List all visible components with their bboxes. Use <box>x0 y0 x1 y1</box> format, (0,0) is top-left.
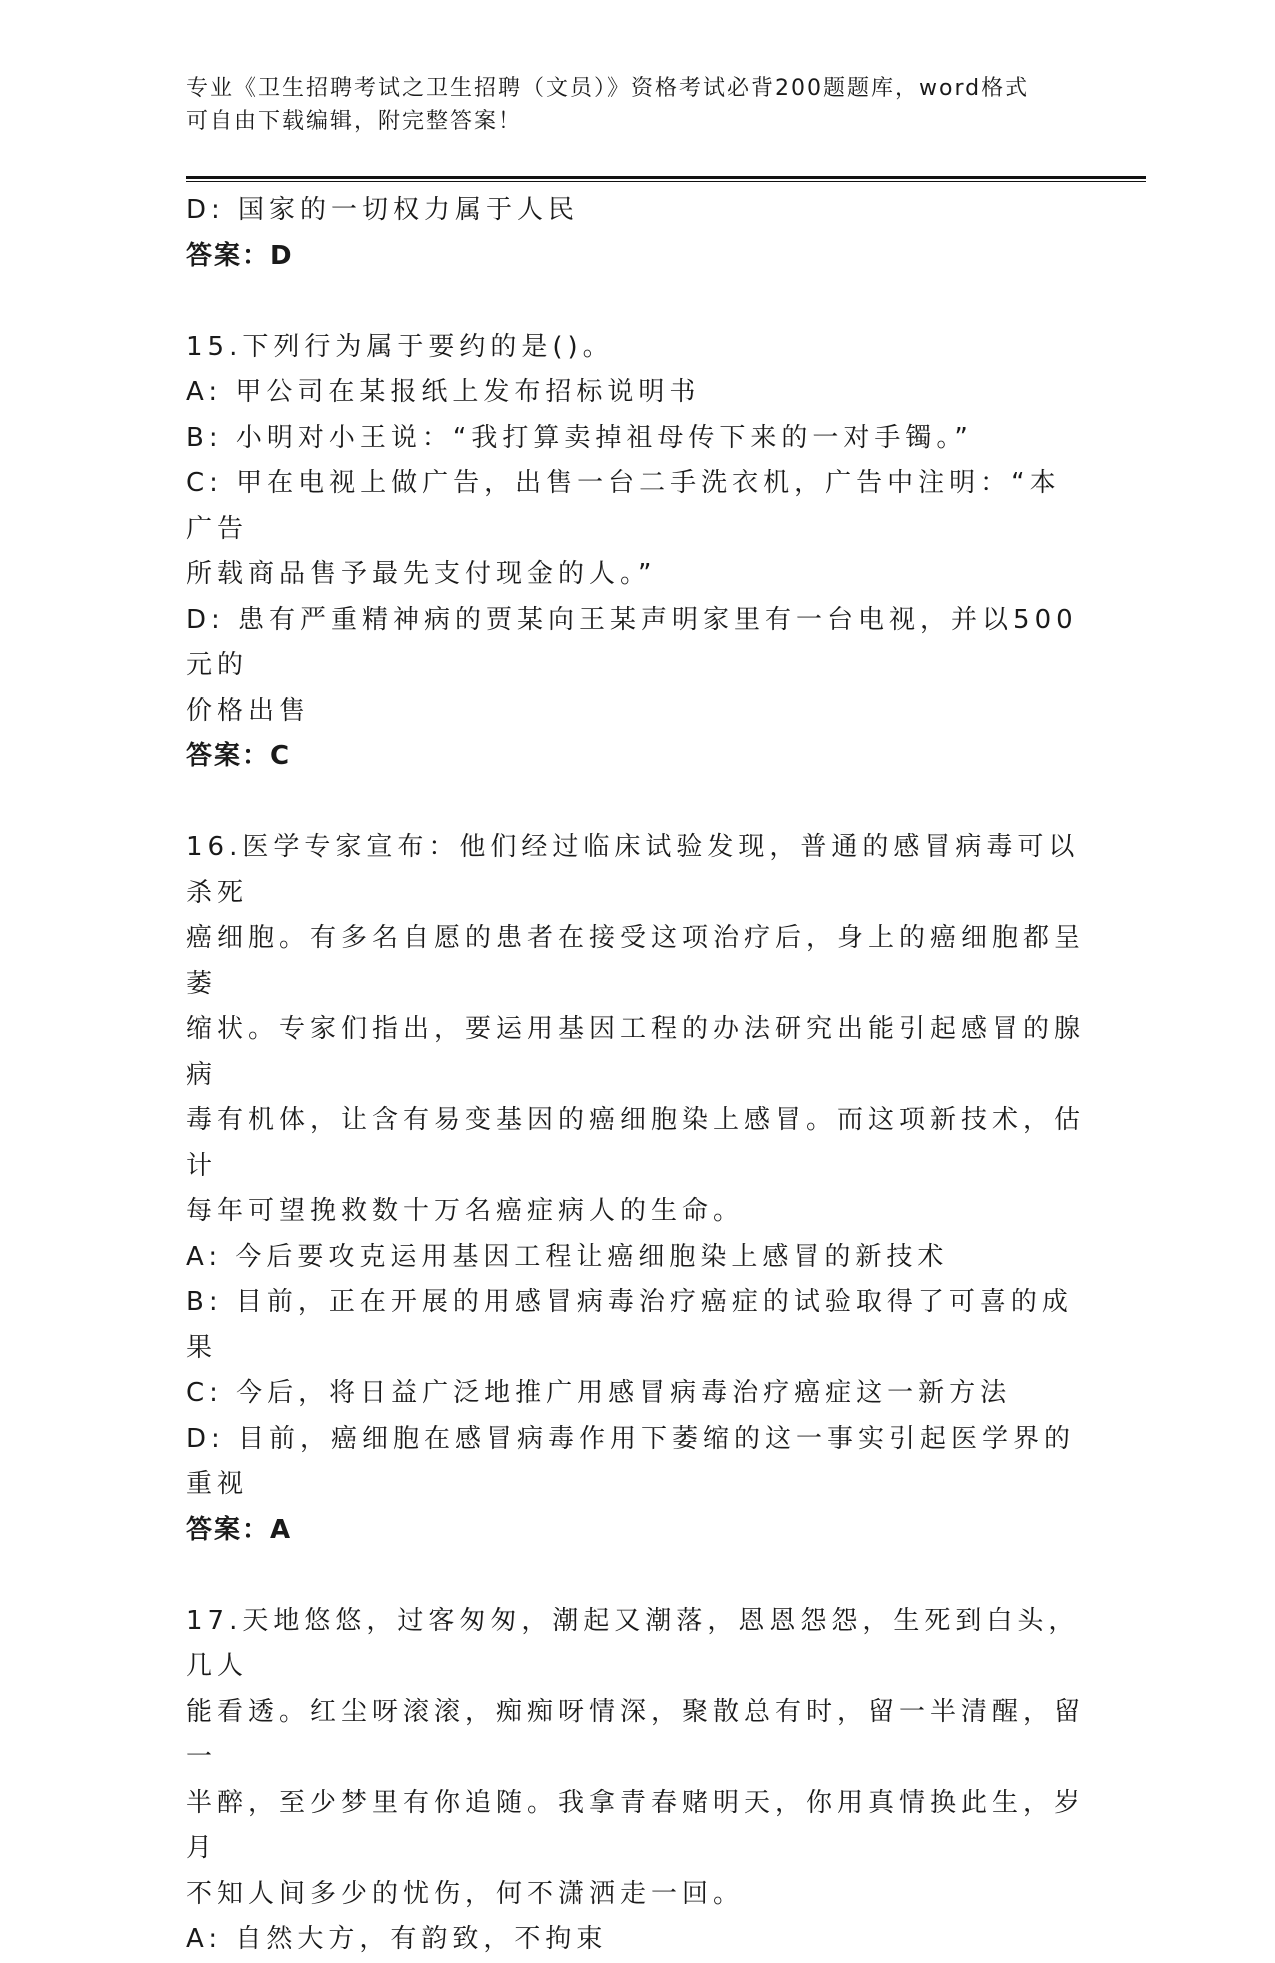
spacer <box>186 780 1086 826</box>
header-divider-thin <box>186 181 1146 182</box>
q15-option-d-line-2: 价格出售 <box>186 695 311 726</box>
question-17 <box>186 1599 1086 1963</box>
q15-option-c-line-1: C: 甲在电视上做广告，出售一台二手洗衣机，广告中注明：“本广告 <box>186 468 1061 544</box>
q16-stem-line-3: 缩状。专家们指出，要运用基因工程的办法研究出能引起感冒的腺病 <box>186 1014 1086 1090</box>
q16-stem-line-5: 每年可望挽救数十万名癌症病人的生命。 <box>186 1196 745 1226</box>
q16-stem-line-4: 毒有机体，让含有易变基因的癌细胞染上感冒。而这项新技术，估计 <box>186 1105 1086 1181</box>
q14-option-d: D: 国家的一切权力属于人民 <box>186 195 580 225</box>
spacer <box>186 1553 1086 1599</box>
q17-option-a: A: 自然大方，有韵致，不拘束 <box>186 1924 608 1954</box>
q14-answer: 答案：D <box>186 240 294 271</box>
q16-option-a: A: 今后要攻克运用基因工程让癌细胞染上感冒的新技术 <box>186 1241 949 1272</box>
q15-option-d-line-1: D: 患有严重精神病的贾某向王某声明家里有一台电视，并以500元的 <box>186 604 1078 680</box>
q15-option-a: A: 甲公司在某报纸上发布招标说明书 <box>186 377 701 407</box>
q16-option-b: B: 目前，正在开展的用感冒病毒治疗癌症的试验取得了可喜的成果 <box>186 1287 1073 1363</box>
question-15 <box>186 325 1086 780</box>
q16-stem-line-2: 癌细胞。有多名自愿的患者在接受这项治疗后，身上的癌细胞都呈萎 <box>186 923 1086 999</box>
q16-answer: 答案：A <box>186 1514 293 1545</box>
spacer <box>186 279 1086 325</box>
q16-option-d: D: 目前，癌细胞在感冒病毒作用下萎缩的这一事实引起医学界的重视 <box>186 1423 1076 1499</box>
document-header <box>186 72 1066 138</box>
header-line-1: 专业《卫生招聘考试之卫生招聘（文员）》资格考试必背200题题库，word格式 <box>186 76 1030 101</box>
q17-stem-line-4: 不知人间多少的忧伤，何不潇洒走一回。 <box>186 1878 745 1909</box>
question-16 <box>186 825 1086 1553</box>
header-line-2: 可自由下载编辑，附完整答案！ <box>186 109 523 134</box>
q17-stem-line-3: 半醉，至少梦里有你追随。我拿青春赌明天，你用真情换此生，岁月 <box>186 1787 1086 1863</box>
q17-stem-line-1: 17.天地悠悠，过客匆匆，潮起又潮落，恩恩怨怨，生死到白头，几人 <box>186 1605 1080 1681</box>
question-14-tail <box>186 188 1086 279</box>
q16-option-c: C: 今后，将日益广泛地推广用感冒病毒治疗癌症这一新方法 <box>186 1378 1012 1408</box>
q17-stem-line-2: 能看透。红尘呀滚滚，痴痴呀情深，聚散总有时，留一半清醒，留一 <box>186 1696 1086 1772</box>
q15-stem: 15.下列行为属于要约的是()。 <box>186 331 614 362</box>
q15-option-b: B: 小明对小王说：“我打算卖掉祖母传下来的一对手镯。” <box>186 422 973 453</box>
q15-option-c-line-2: 所载商品售予最先支付现金的人。” <box>186 559 657 589</box>
question-content <box>186 188 1086 1963</box>
q15-answer: 答案：C <box>186 741 292 771</box>
header-divider-thick <box>186 176 1146 179</box>
q16-stem-line-1: 16.医学专家宣布：他们经过临床试验发现，普通的感冒病毒可以杀死 <box>186 832 1080 908</box>
